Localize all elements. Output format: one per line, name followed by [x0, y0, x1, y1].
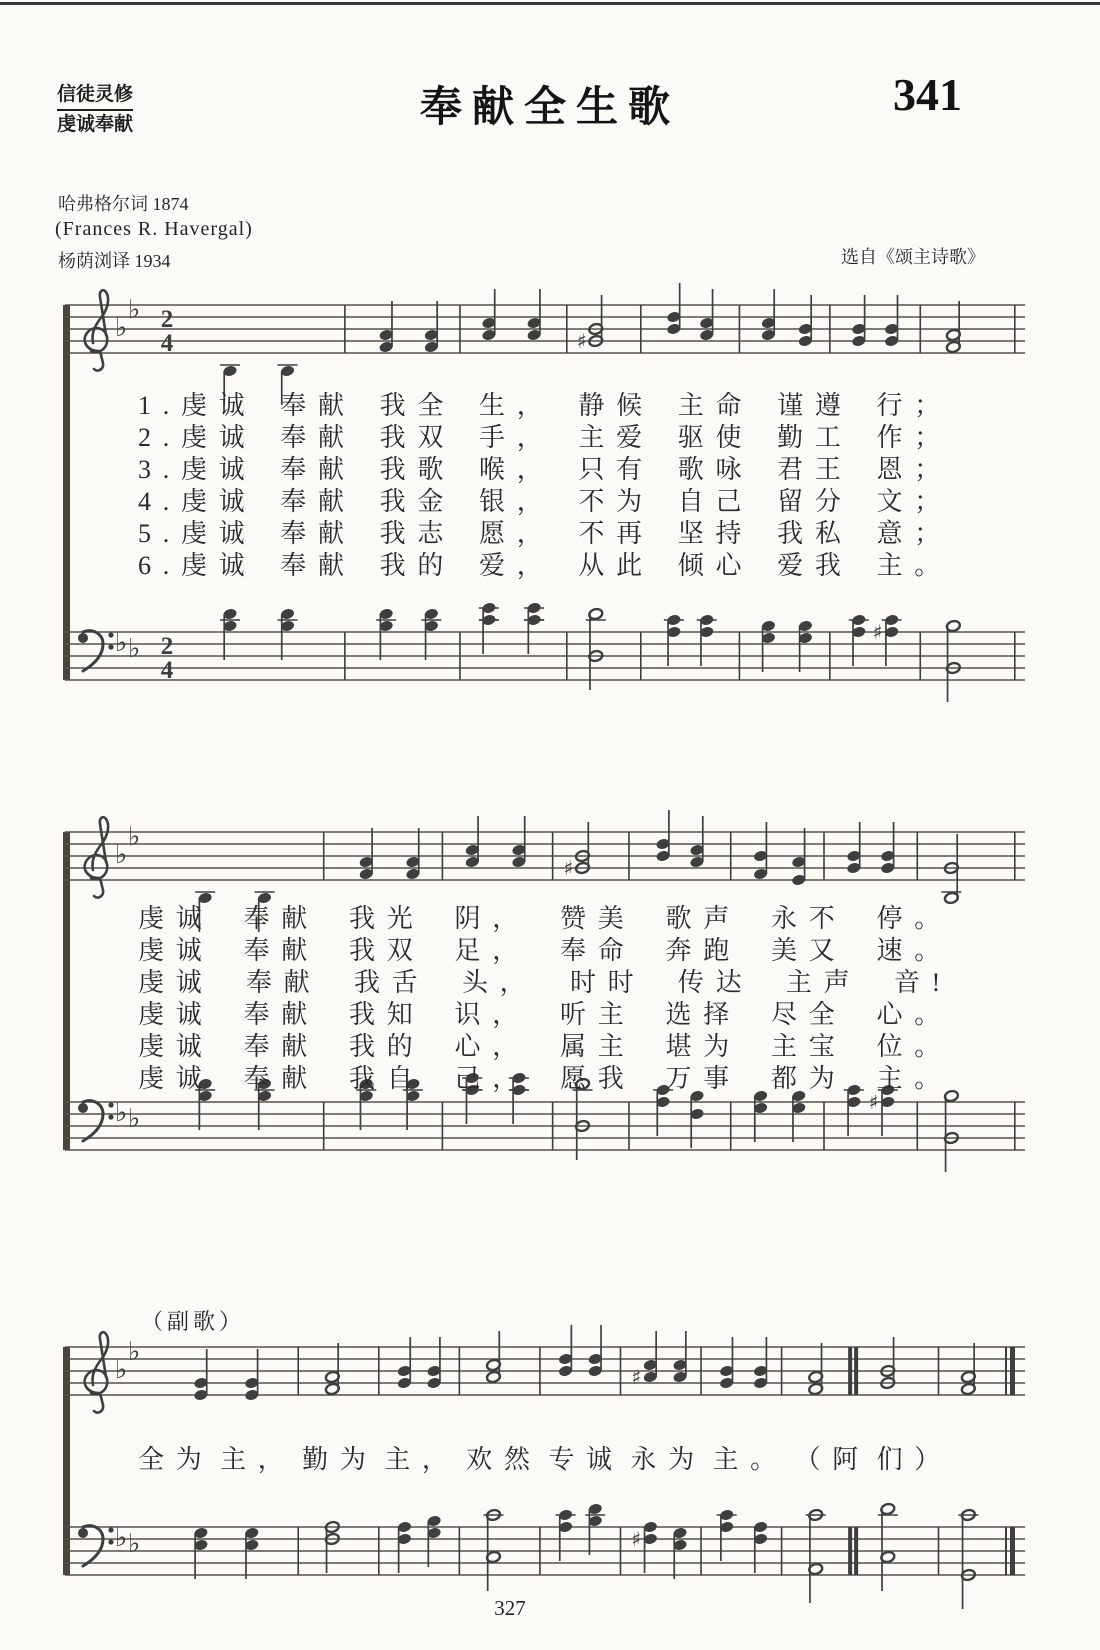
lyric-segment: 主宝	[771, 1032, 847, 1061]
lyric-row-system2-4	[138, 1001, 952, 1030]
svg-text:♭: ♭	[115, 1523, 128, 1553]
lyric-segment: 我志	[379, 519, 456, 548]
lyric-segment: 美又	[771, 936, 847, 965]
lyric-segment: 传达	[677, 968, 754, 997]
lyric-segment: 虔诚	[138, 1064, 214, 1093]
lyric-segment: 主。	[712, 1445, 788, 1474]
lyric-segment: 主。	[876, 551, 952, 580]
lyric-segment: 奉献	[245, 968, 322, 997]
lyric-segment: 我全	[379, 391, 456, 420]
source-note: 选自《颂主诗歌》	[841, 247, 985, 267]
lyric-segment: 生，	[479, 391, 555, 420]
lyric-segment: 奔跑	[665, 936, 741, 965]
lyric-segment: 足，	[454, 936, 530, 965]
lyric-segment: 作；	[876, 423, 952, 452]
lyric-row-system2-6	[138, 1065, 952, 1094]
lyric-segment: 我双	[349, 936, 425, 965]
lyric-row-system2-2	[138, 937, 952, 966]
svg-text:4: 4	[160, 657, 174, 684]
lyric-row-system2-5	[138, 1033, 952, 1062]
lyric-segment: 我私	[777, 519, 853, 548]
lyric-segment: 留分	[777, 487, 853, 516]
lyric-segment: 歌咏	[677, 455, 754, 484]
treble-staff-system-1	[65, 261, 1025, 411]
lyric-segment: 堪为	[665, 1032, 741, 1061]
svg-text:♯: ♯	[576, 329, 587, 353]
lyric-segment: 我自	[349, 1064, 425, 1093]
lyric-segment: 我金	[379, 487, 456, 516]
lyric-segment: 永不	[771, 904, 847, 933]
lyric-segment: 不再	[578, 519, 654, 548]
lyric-segment: 心。	[876, 1000, 952, 1029]
lyric-segment: 主爱	[578, 423, 654, 452]
lyric-segment: 心，	[454, 1032, 530, 1061]
lyric-row-system1-3	[138, 456, 952, 485]
translator: 杨荫浏译 1934	[58, 251, 171, 271]
page-top-edge	[0, 2, 1100, 5]
lyric-segment: （阿	[794, 1445, 870, 1474]
lyric-segment: 我歌	[379, 455, 456, 484]
svg-text:♯: ♯	[563, 856, 574, 880]
lyric-segment: 恩；	[876, 455, 952, 484]
lyric-segment: 主，	[384, 1445, 460, 1474]
svg-text:♭: ♭	[115, 628, 128, 658]
svg-text:♭: ♭	[128, 634, 141, 664]
lyric-segment: 喉，	[479, 455, 555, 484]
lyric-segment: 虔诚	[138, 968, 214, 997]
lyric-segment: 停。	[876, 904, 952, 933]
lyric-segment: 行；	[876, 391, 952, 420]
treble-staff-chorus	[65, 1303, 1025, 1453]
lyric-segment: 手，	[479, 423, 555, 452]
page-number: 327	[494, 1596, 526, 1620]
lyric-segment: 音!	[893, 968, 952, 997]
lyric-segment: 奉献	[243, 1000, 319, 1029]
lyric-segment: 爱，	[479, 551, 555, 580]
chorus-label: （副歌）	[141, 1309, 246, 1334]
svg-text:♭: ♭	[128, 1529, 141, 1559]
lyric-segment: 赞美	[560, 904, 636, 933]
lyric-segment: 奉献	[280, 391, 356, 420]
lyric-segment: 自己	[677, 487, 754, 516]
lyric-segment: 勤为	[302, 1445, 378, 1474]
lyric-segment: 我光	[349, 904, 425, 933]
lyric-segment: 1.虔诚	[138, 391, 257, 420]
lyric-row-system1-4	[138, 488, 952, 517]
lyric-segment: 奉献	[243, 1032, 319, 1061]
bass-staff-system-1	[65, 588, 1025, 738]
lyric-segment: 我的	[379, 551, 456, 580]
lyric-segment: 3.虔诚	[138, 455, 257, 484]
lyric-segment: 文；	[876, 487, 952, 516]
lyric-segment: 专诚	[548, 1445, 624, 1474]
svg-text:♭: ♭	[115, 840, 128, 870]
lyric-segment: 只有	[578, 455, 654, 484]
lyric-segment: 虔诚	[138, 904, 214, 933]
lyric-segment: 我双	[379, 423, 456, 452]
lyric-segment: 我舌	[353, 968, 430, 997]
lyric-segment: 君王	[777, 455, 853, 484]
lyric-segment: 虔诚	[138, 936, 214, 965]
lyric-segment: 谨遵	[777, 391, 853, 420]
lyric-segment: 银，	[479, 487, 555, 516]
lyric-segment: 愿我	[560, 1064, 636, 1093]
lyric-segment: 倾心	[677, 551, 754, 580]
lyric-segment: 欢然	[466, 1445, 542, 1474]
lyric-segment: 主声	[785, 968, 862, 997]
lyric-segment: 奉献	[280, 519, 356, 548]
category-line-2: 虔诚奉献	[57, 113, 134, 135]
lyric-segment: 听主	[560, 1000, 636, 1029]
svg-text:♭: ♭	[128, 295, 141, 325]
lyric-segment: 都为	[771, 1064, 847, 1093]
lyric-segment: 头，	[461, 968, 538, 997]
lyric-segment: 6.虔诚	[138, 551, 257, 580]
svg-text:4: 4	[160, 330, 174, 357]
lyric-segment: 坚持	[677, 519, 754, 548]
svg-text:♯: ♯	[631, 1365, 642, 1389]
lyric-segment: 虔诚	[138, 1000, 214, 1029]
lyric-segment: 选择	[665, 1000, 741, 1029]
lyric-segment: 速。	[876, 936, 952, 965]
lyric-segment: 永为	[630, 1445, 706, 1474]
svg-text:♭: ♭	[115, 1355, 128, 1385]
lyric-segment: 识，	[454, 1000, 530, 1029]
lyric-segment: 爱我	[777, 551, 853, 580]
lyric-segment: 尽全	[771, 1000, 847, 1029]
lyric-segment: 属主	[560, 1032, 636, 1061]
svg-text:♭: ♭	[128, 822, 141, 852]
lyric-segment: 主。	[876, 1064, 952, 1093]
lyric-segment: 奉献	[280, 455, 356, 484]
lyric-segment: 5.虔诚	[138, 519, 257, 548]
lyric-segment: 奉献	[243, 904, 319, 933]
lyric-segment: 虔诚	[138, 1032, 214, 1061]
svg-text:2: 2	[160, 306, 174, 333]
svg-text:♭: ♭	[128, 1337, 141, 1367]
svg-text:♯: ♯	[868, 1090, 879, 1114]
category-line-1: 信徒灵修	[57, 84, 133, 111]
svg-text:♭: ♭	[128, 1104, 141, 1134]
lyric-segment: 奉命	[560, 936, 636, 965]
hymn-number: 341	[893, 69, 962, 120]
lyric-segment: 主，	[220, 1445, 296, 1474]
lyric-segment: 奉献	[280, 487, 356, 516]
lyric-segment: 己，	[454, 1064, 530, 1093]
lyric-segment: 万事	[665, 1064, 741, 1093]
lyric-segment: 从此	[578, 551, 654, 580]
svg-text:♭: ♭	[115, 1098, 128, 1128]
lyric-segment: 奉献	[280, 551, 356, 580]
lyric-segment: 我知	[349, 1000, 425, 1029]
lyric-segment: 勤工	[777, 423, 853, 452]
svg-text:♭: ♭	[115, 313, 128, 343]
svg-text:♯: ♯	[631, 1527, 642, 1551]
author-english: (Frances R. Havergal)	[55, 218, 253, 240]
lyric-row-system1-1	[138, 392, 952, 421]
lyric-segment: 主命	[677, 391, 754, 420]
lyric-segment: 愿，	[479, 519, 555, 548]
svg-text:2: 2	[160, 633, 174, 660]
lyric-segment: 阴，	[454, 904, 530, 933]
lyric-row-system1-6	[138, 552, 952, 581]
lyric-segment: 奉献	[243, 936, 319, 965]
lyric-segment: 们）	[876, 1445, 952, 1474]
lyric-segment: 我的	[349, 1032, 425, 1061]
lyric-segment: 奉献	[243, 1064, 319, 1093]
lyric-segment: 4.虔诚	[138, 487, 257, 516]
svg-text:♯: ♯	[872, 620, 883, 644]
lyric-segment: 驱使	[677, 423, 754, 452]
lyric-segment: 意；	[876, 519, 952, 548]
lyric-row-system2-3	[138, 969, 952, 998]
bass-staff-chorus	[65, 1483, 1025, 1633]
lyric-row-chorus-1	[138, 1446, 952, 1475]
lyric-segment: 位。	[876, 1032, 952, 1061]
lyric-segment: 奉献	[280, 423, 356, 452]
lyric-segment: 静候	[578, 391, 654, 420]
lyric-segment: 全为	[138, 1445, 214, 1474]
lyric-row-system2-1	[138, 905, 952, 934]
author-chinese: 哈弗格尔词 1874	[58, 194, 189, 214]
lyric-row-system1-2	[138, 424, 952, 453]
lyric-segment: 时时	[569, 968, 646, 997]
lyric-segment: 不为	[578, 487, 654, 516]
hymn-title: 奉献全生歌	[419, 85, 680, 131]
lyric-row-system1-5	[138, 520, 952, 549]
lyric-segment: 2.虔诚	[138, 423, 257, 452]
lyric-segment: 歌声	[665, 904, 741, 933]
